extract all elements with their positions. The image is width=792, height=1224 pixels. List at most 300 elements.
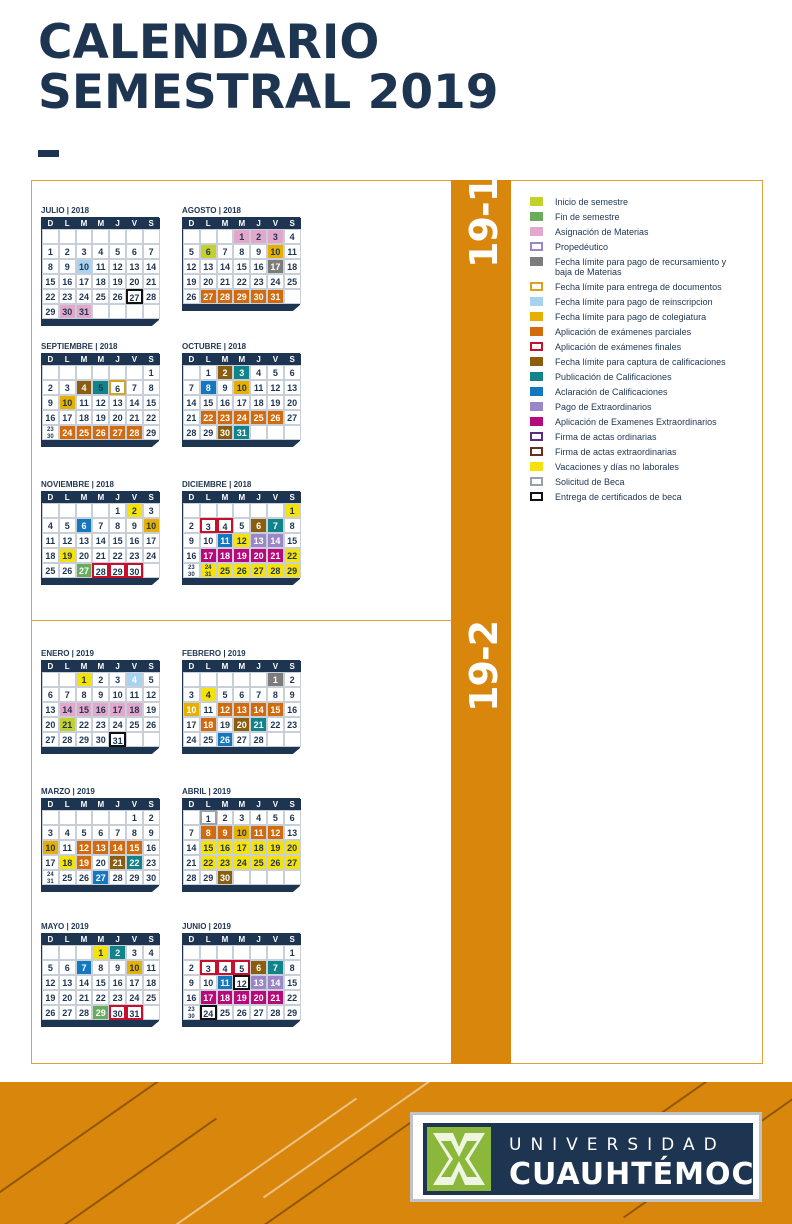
day-cell: 25	[217, 1005, 234, 1020]
weekday-header: D	[183, 218, 200, 229]
day-cell: 11	[250, 380, 267, 395]
weekday-header: S	[143, 354, 160, 365]
month-footer	[41, 441, 159, 447]
day-cell: 21	[126, 410, 143, 425]
title-dash	[38, 150, 59, 157]
day-cell: 28	[250, 732, 267, 747]
day-cell: 9	[217, 380, 234, 395]
day-cell: 28	[92, 563, 109, 578]
day-cell: 4	[250, 810, 267, 825]
day-cell: 11	[76, 395, 93, 410]
day-cell	[92, 503, 109, 518]
day-cell: 22	[109, 548, 126, 563]
day-cell: 18	[217, 548, 234, 563]
legend-label: Asignación de Materias	[555, 227, 649, 237]
weekday-header: M	[92, 799, 109, 810]
day-cell: 7	[183, 380, 200, 395]
day-cell: 1	[42, 244, 59, 259]
day-cell: 6	[200, 244, 217, 259]
day-cell	[76, 503, 93, 518]
weekday-header: M	[233, 354, 250, 365]
weekday-header: J	[250, 354, 267, 365]
month-title: JULIO | 2018	[41, 206, 90, 215]
weekday-header: V	[267, 218, 284, 229]
day-cell: 19	[59, 548, 76, 563]
day-cell: 19	[267, 395, 284, 410]
day-cell: 4	[250, 365, 267, 380]
day-cell: 2	[183, 960, 200, 975]
day-cell	[183, 945, 200, 960]
day-cell: 13	[76, 533, 93, 548]
day-cell: 20	[250, 548, 267, 563]
weekday-header: S	[143, 934, 160, 945]
day-cell: 8	[42, 259, 59, 274]
day-cell: 4	[284, 229, 301, 244]
month-calendar	[182, 648, 300, 754]
day-cell	[42, 229, 59, 244]
day-cell	[284, 289, 301, 304]
day-cell	[233, 503, 250, 518]
day-cell: 16	[92, 702, 109, 717]
weekday-header: M	[76, 492, 93, 503]
day-cell: 11	[143, 960, 160, 975]
day-cell: 25	[250, 410, 267, 425]
logo-panel	[423, 1123, 753, 1195]
month-calendar	[41, 648, 159, 754]
day-cell: 26	[59, 563, 76, 578]
day-cell: 17	[200, 548, 217, 563]
day-cell	[267, 732, 284, 747]
day-cell: 15	[200, 395, 217, 410]
legend	[530, 197, 745, 507]
day-cell	[109, 304, 126, 319]
day-cell: 4	[42, 518, 59, 533]
weekday-header: D	[183, 799, 200, 810]
day-cell: 1	[284, 945, 301, 960]
legend-label: Propedéutico	[555, 242, 609, 252]
semester-label-19-1: 19-1	[462, 176, 506, 268]
day-cell: 13	[126, 259, 143, 274]
day-cell	[233, 672, 250, 687]
day-cell: 25	[250, 855, 267, 870]
day-cell: 23 30	[183, 1005, 200, 1020]
day-cell: 28	[183, 425, 200, 440]
day-cell: 17	[42, 855, 59, 870]
day-cell: 15	[284, 533, 301, 548]
day-cell: 29	[126, 870, 143, 885]
day-cell: 21	[250, 717, 267, 732]
weekday-header: D	[42, 218, 59, 229]
day-cell: 25	[200, 732, 217, 747]
day-cell	[183, 365, 200, 380]
weekday-header: M	[92, 934, 109, 945]
day-cell: 15	[233, 259, 250, 274]
day-cell: 14	[59, 702, 76, 717]
day-cell: 24	[233, 410, 250, 425]
day-cell: 6	[76, 518, 93, 533]
weekday-header: M	[233, 492, 250, 503]
legend-item	[530, 477, 745, 487]
month-grid	[41, 217, 159, 320]
day-cell	[42, 672, 59, 687]
day-cell	[92, 365, 109, 380]
weekday-header: J	[250, 799, 267, 810]
month-title: ENERO | 2019	[41, 649, 94, 658]
day-cell: 21	[267, 990, 284, 1005]
legend-swatch	[530, 357, 543, 366]
weekday-header: J	[109, 354, 126, 365]
month-footer	[41, 886, 159, 892]
day-cell: 26	[42, 1005, 59, 1020]
weekday-header: M	[76, 799, 93, 810]
day-cell: 28	[76, 1005, 93, 1020]
logo-text-universidad: UNIVERSIDAD	[509, 1135, 726, 1155]
day-cell: 15	[200, 840, 217, 855]
day-cell: 2	[284, 672, 301, 687]
day-cell: 18	[143, 975, 160, 990]
day-cell	[217, 229, 234, 244]
day-cell	[109, 810, 126, 825]
day-cell: 18	[59, 855, 76, 870]
month-footer	[182, 579, 300, 585]
weekday-header: M	[76, 661, 93, 672]
day-cell: 29	[284, 563, 301, 578]
day-cell	[267, 503, 284, 518]
day-cell: 30	[92, 732, 109, 747]
weekday-header: M	[92, 492, 109, 503]
day-cell: 7	[59, 687, 76, 702]
weekday-header: M	[217, 934, 234, 945]
day-cell: 17	[233, 840, 250, 855]
day-cell: 7	[76, 960, 93, 975]
day-cell	[200, 672, 217, 687]
month-title: ABRIL | 2019	[182, 787, 231, 796]
legend-swatch	[530, 282, 543, 291]
month-footer	[182, 441, 300, 447]
day-cell: 25	[59, 870, 76, 885]
day-cell: 12	[59, 533, 76, 548]
month-title: FEBRERO | 2019	[182, 649, 246, 658]
day-cell: 15	[126, 840, 143, 855]
day-cell: 6	[109, 380, 126, 395]
day-cell: 7	[109, 825, 126, 840]
weekday-header: M	[217, 218, 234, 229]
day-cell	[42, 945, 59, 960]
legend-label: Publicación de Calificaciones	[555, 372, 672, 382]
day-cell: 28	[183, 870, 200, 885]
day-cell: 26	[76, 870, 93, 885]
day-cell: 3	[267, 229, 284, 244]
day-cell: 27	[126, 289, 143, 304]
day-cell: 26	[183, 289, 200, 304]
day-cell: 27	[200, 289, 217, 304]
day-cell: 29	[200, 425, 217, 440]
logo-text-cuauhtemoc: CUAUHTÉMOC	[509, 1157, 755, 1192]
day-cell: 22	[200, 410, 217, 425]
day-cell: 2	[143, 810, 160, 825]
day-cell: 22	[42, 289, 59, 304]
weekday-header: V	[126, 799, 143, 810]
day-cell: 6	[92, 825, 109, 840]
day-cell: 21	[183, 855, 200, 870]
legend-swatch	[530, 312, 543, 321]
day-cell: 20	[284, 840, 301, 855]
day-cell	[42, 503, 59, 518]
day-cell: 22	[284, 548, 301, 563]
legend-label: Vacaciones y días no laborales	[555, 462, 679, 472]
day-cell: 16	[183, 548, 200, 563]
weekday-header: S	[284, 934, 301, 945]
legend-item	[530, 312, 745, 322]
day-cell: 27	[76, 563, 93, 578]
day-cell: 8	[126, 825, 143, 840]
day-cell: 17	[200, 990, 217, 1005]
day-cell: 29	[143, 425, 160, 440]
day-cell: 23	[217, 855, 234, 870]
footer-stripe	[3, 1118, 217, 1224]
day-cell	[126, 304, 143, 319]
day-cell: 3	[183, 687, 200, 702]
day-cell: 30	[217, 425, 234, 440]
weekday-header: J	[109, 661, 126, 672]
day-cell: 9	[59, 259, 76, 274]
day-cell: 27	[233, 732, 250, 747]
legend-item	[530, 257, 745, 277]
day-cell: 1	[233, 229, 250, 244]
weekday-header: L	[200, 934, 217, 945]
day-cell: 14	[76, 975, 93, 990]
day-cell: 28	[59, 732, 76, 747]
day-cell: 3	[200, 518, 217, 533]
legend-swatch	[530, 387, 543, 396]
day-cell: 1	[109, 503, 126, 518]
day-cell: 10	[126, 960, 143, 975]
page-title	[38, 15, 499, 120]
legend-item	[530, 242, 745, 252]
day-cell	[217, 503, 234, 518]
day-cell: 11	[42, 533, 59, 548]
day-cell: 22	[143, 410, 160, 425]
month-footer	[41, 320, 159, 326]
day-cell	[76, 945, 93, 960]
day-cell: 17	[76, 274, 93, 289]
day-cell: 1	[126, 810, 143, 825]
day-cell: 8	[143, 380, 160, 395]
day-cell: 17	[59, 410, 76, 425]
legend-label: Fecha límite para pago de colegiatura	[555, 312, 707, 322]
day-cell: 21	[267, 548, 284, 563]
day-cell: 18	[92, 274, 109, 289]
legend-item	[530, 387, 745, 397]
weekday-header: S	[284, 218, 301, 229]
day-cell	[92, 229, 109, 244]
day-cell	[250, 672, 267, 687]
weekday-header: M	[92, 354, 109, 365]
weekday-header: D	[42, 661, 59, 672]
day-cell: 15	[92, 975, 109, 990]
day-cell: 12	[217, 702, 234, 717]
month-grid	[182, 353, 300, 441]
day-cell: 4	[200, 687, 217, 702]
day-cell	[143, 229, 160, 244]
day-cell: 22	[200, 855, 217, 870]
legend-label: Inicio de semestre	[555, 197, 629, 207]
day-cell: 26	[267, 410, 284, 425]
day-cell: 30	[109, 1005, 126, 1020]
day-cell: 28	[109, 870, 126, 885]
day-cell: 31	[76, 304, 93, 319]
day-cell: 24	[233, 855, 250, 870]
weekday-header: M	[233, 661, 250, 672]
day-cell: 29	[92, 1005, 109, 1020]
day-cell: 11	[92, 259, 109, 274]
month-grid	[182, 491, 300, 579]
day-cell	[59, 229, 76, 244]
day-cell: 13	[284, 825, 301, 840]
day-cell	[284, 870, 301, 885]
weekday-header: L	[59, 799, 76, 810]
weekday-header: V	[267, 799, 284, 810]
day-cell: 24	[126, 990, 143, 1005]
day-cell: 23	[109, 990, 126, 1005]
day-cell: 15	[284, 975, 301, 990]
day-cell	[143, 304, 160, 319]
day-cell: 15	[76, 702, 93, 717]
day-cell: 17	[267, 259, 284, 274]
day-cell: 16	[284, 702, 301, 717]
weekday-header: S	[284, 354, 301, 365]
day-cell: 2	[92, 672, 109, 687]
day-cell: 17	[109, 702, 126, 717]
weekday-header: D	[42, 799, 59, 810]
day-cell: 31	[109, 732, 126, 747]
weekday-header: M	[76, 354, 93, 365]
weekday-header: S	[143, 492, 160, 503]
legend-item	[530, 227, 745, 237]
day-cell	[76, 810, 93, 825]
day-cell: 12	[143, 687, 160, 702]
legend-swatch	[530, 342, 543, 351]
day-cell: 2	[250, 229, 267, 244]
day-cell	[59, 365, 76, 380]
day-cell: 3	[42, 825, 59, 840]
day-cell: 22	[92, 990, 109, 1005]
day-cell: 20	[233, 717, 250, 732]
day-cell: 19	[267, 840, 284, 855]
day-cell	[250, 870, 267, 885]
day-cell: 24 31	[200, 563, 217, 578]
month-calendar	[182, 341, 300, 447]
day-cell	[267, 870, 284, 885]
month-grid	[182, 217, 300, 305]
day-cell: 6	[42, 687, 59, 702]
day-cell: 5	[76, 825, 93, 840]
day-cell: 22	[267, 717, 284, 732]
day-cell: 13	[284, 380, 301, 395]
day-cell	[126, 732, 143, 747]
day-cell: 25	[217, 563, 234, 578]
legend-swatch	[530, 402, 543, 411]
day-cell: 5	[109, 244, 126, 259]
day-cell: 1	[267, 672, 284, 687]
month-footer	[182, 305, 300, 311]
day-cell: 18	[250, 395, 267, 410]
day-cell: 11	[217, 975, 234, 990]
day-cell: 1	[284, 503, 301, 518]
day-cell	[143, 1005, 160, 1020]
weekday-header: V	[126, 218, 143, 229]
day-cell: 27	[250, 1005, 267, 1020]
day-cell: 20	[109, 410, 126, 425]
month-footer	[182, 886, 300, 892]
day-cell: 26	[233, 1005, 250, 1020]
day-cell: 14	[267, 975, 284, 990]
weekday-header: V	[126, 661, 143, 672]
legend-label: Aclaración de Calificaciones	[555, 387, 668, 397]
weekday-header: J	[250, 492, 267, 503]
day-cell: 26	[267, 855, 284, 870]
day-cell: 2	[109, 945, 126, 960]
day-cell: 7	[92, 518, 109, 533]
month-footer	[41, 748, 159, 754]
day-cell: 28	[217, 289, 234, 304]
day-cell: 24	[59, 425, 76, 440]
weekday-header: M	[233, 934, 250, 945]
day-cell: 2	[217, 365, 234, 380]
weekday-header: S	[143, 661, 160, 672]
day-cell: 8	[267, 687, 284, 702]
legend-label: Aplicación de Examenes Extraordinarios	[555, 417, 717, 427]
day-cell: 27	[92, 870, 109, 885]
weekday-header: M	[233, 218, 250, 229]
day-cell: 12	[183, 259, 200, 274]
weekday-header: J	[250, 218, 267, 229]
weekday-header: M	[217, 354, 234, 365]
day-cell: 10	[59, 395, 76, 410]
month-calendar	[41, 786, 159, 892]
legend-item	[530, 432, 745, 442]
month-footer	[182, 1021, 300, 1027]
day-cell: 7	[183, 825, 200, 840]
month-grid	[182, 933, 300, 1021]
day-cell: 16	[143, 840, 160, 855]
day-cell: 16	[217, 840, 234, 855]
day-cell: 5	[59, 518, 76, 533]
day-cell: 26	[233, 563, 250, 578]
month-footer	[182, 748, 300, 754]
day-cell	[126, 229, 143, 244]
day-cell	[143, 563, 160, 578]
weekday-header: S	[284, 799, 301, 810]
day-cell: 10	[109, 687, 126, 702]
day-cell: 7	[143, 244, 160, 259]
day-cell	[250, 503, 267, 518]
day-cell: 14	[126, 395, 143, 410]
legend-item	[530, 197, 745, 207]
day-cell: 8	[284, 518, 301, 533]
day-cell	[200, 945, 217, 960]
day-cell	[200, 503, 217, 518]
day-cell: 23	[143, 855, 160, 870]
day-cell: 10	[200, 975, 217, 990]
day-cell: 24	[183, 732, 200, 747]
day-cell: 23	[284, 717, 301, 732]
day-cell: 8	[109, 518, 126, 533]
day-cell: 25	[92, 289, 109, 304]
day-cell: 5	[183, 244, 200, 259]
legend-item	[530, 462, 745, 472]
day-cell: 4	[126, 672, 143, 687]
